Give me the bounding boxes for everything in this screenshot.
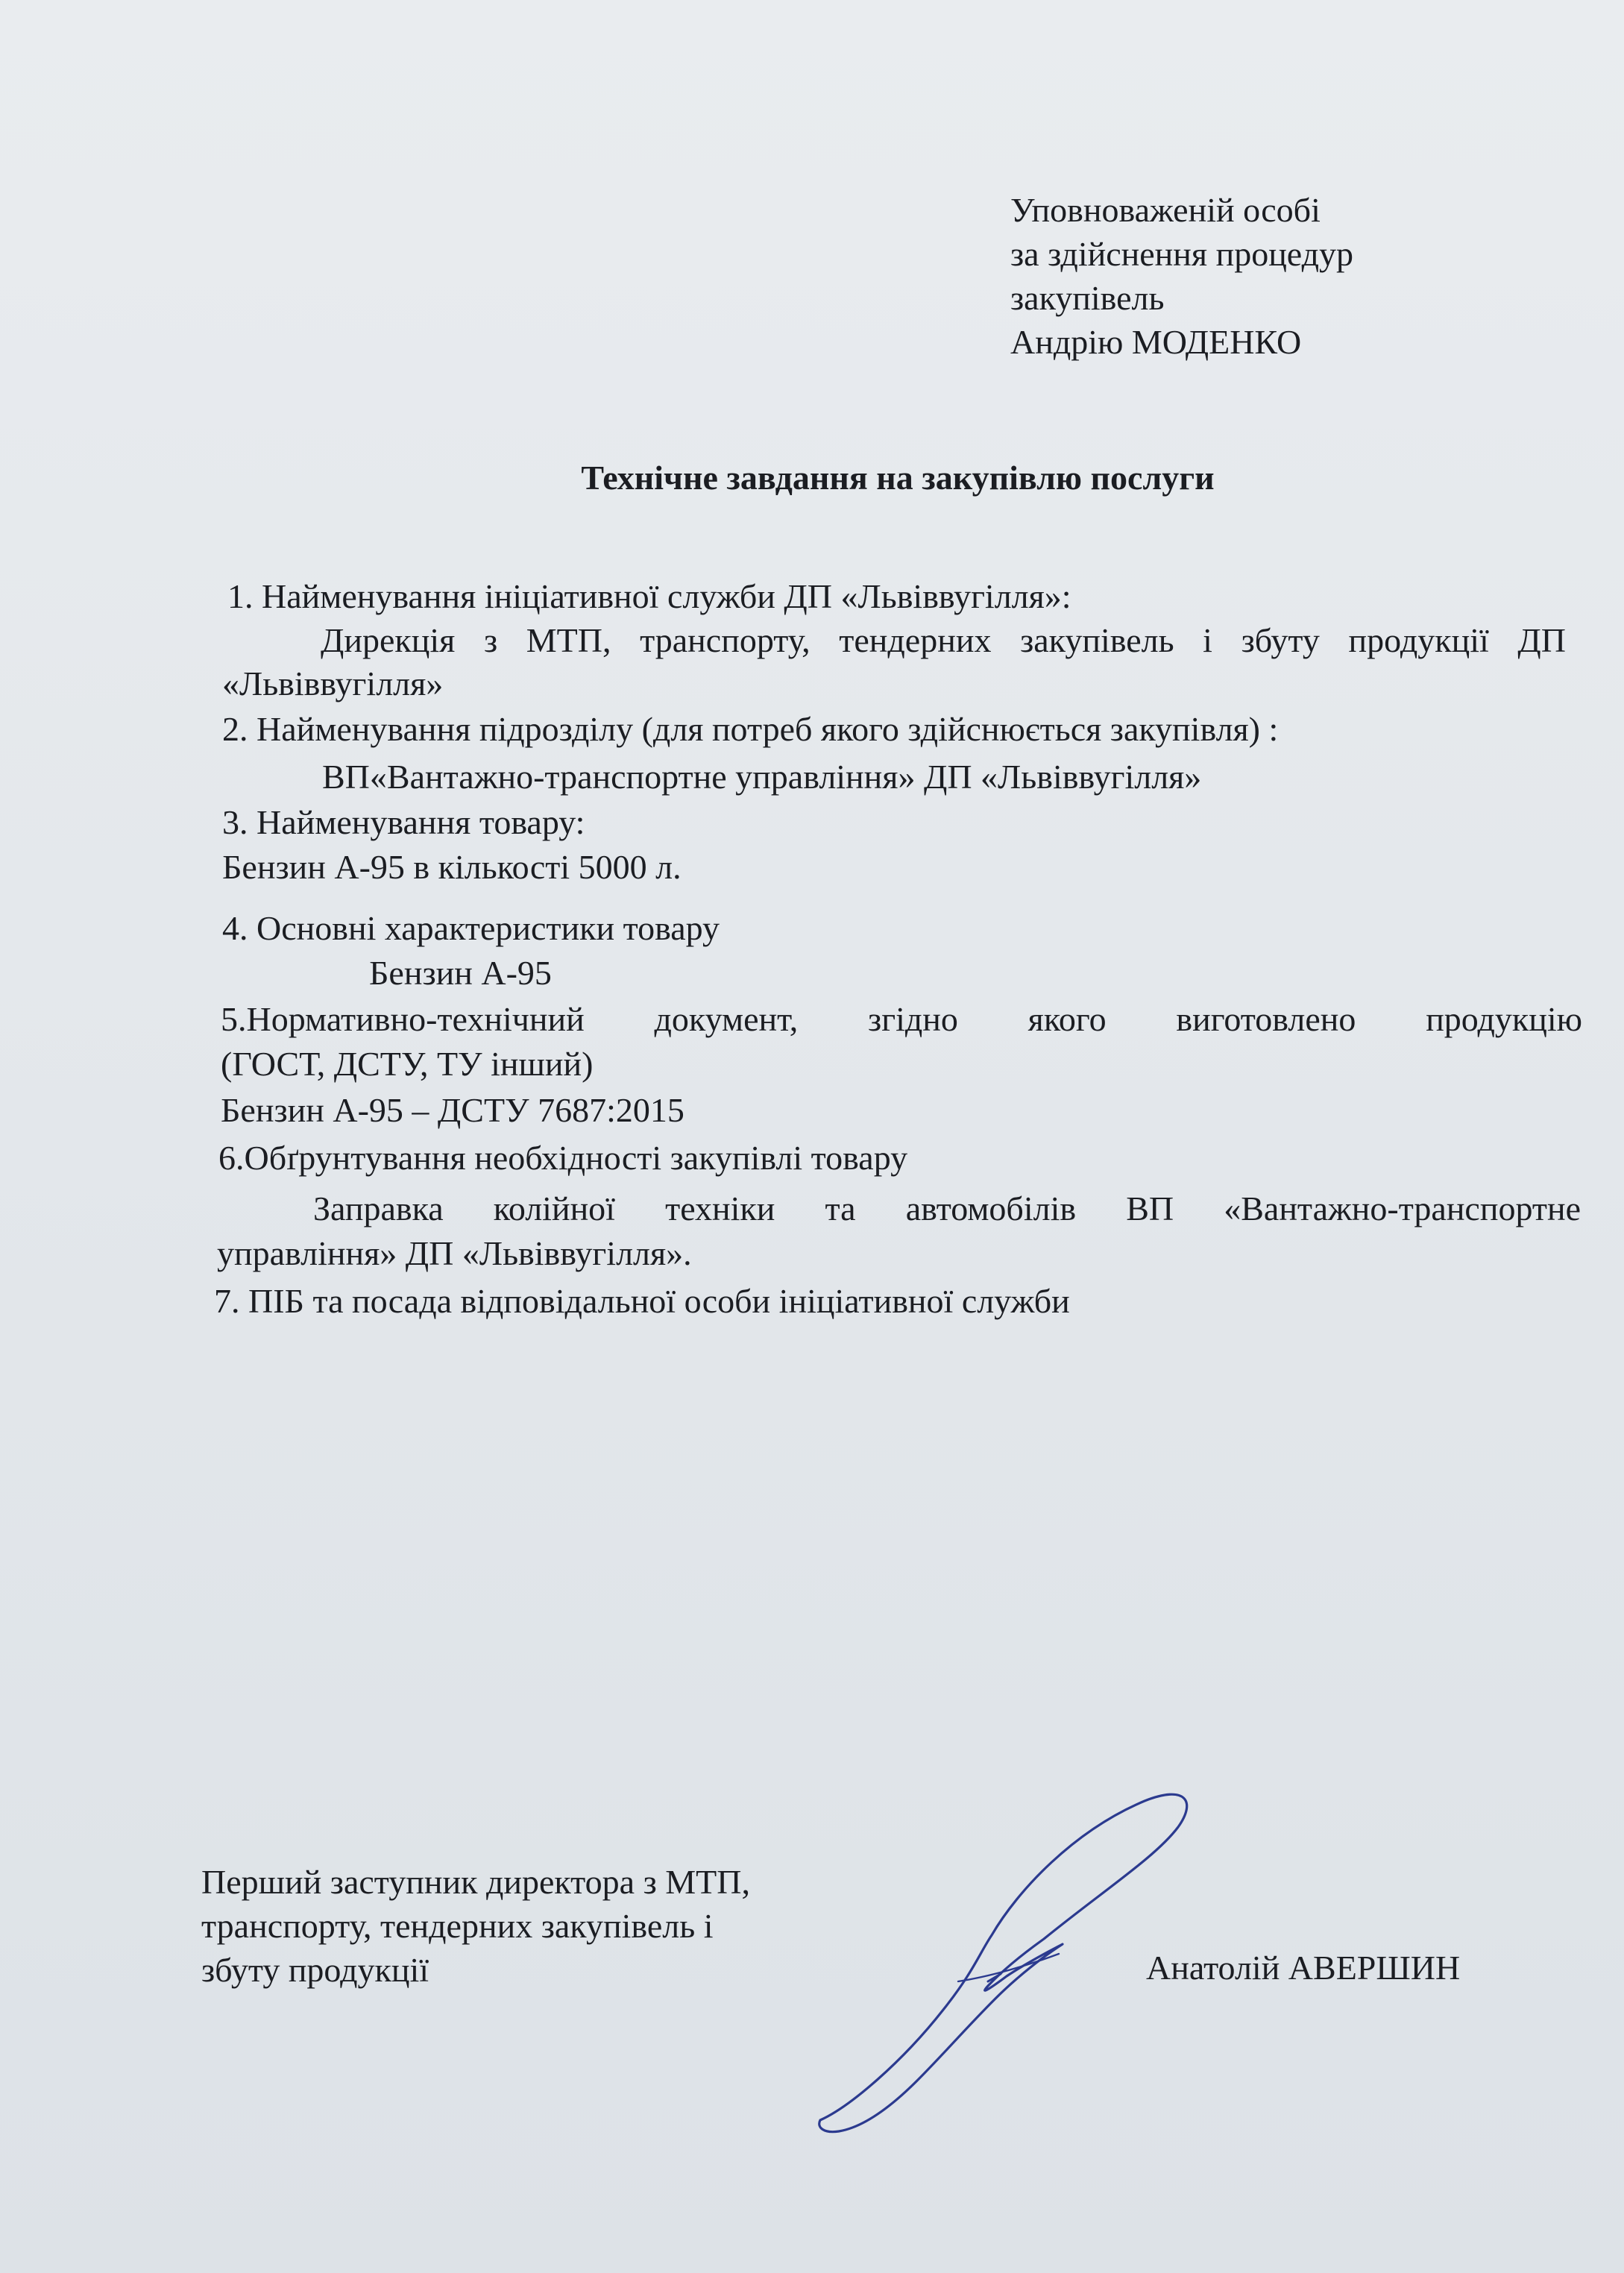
section-3-text: Бензин А-95 в кількості 5000 л.	[222, 848, 682, 886]
signatory-position-line-1: Перший заступник директора з МТП,	[201, 1863, 750, 1901]
section-7-heading: 7. ПІБ та посада відповідальної особи ініціативної служби	[214, 1282, 1070, 1320]
signatory-position	[201, 1860, 750, 1992]
addressee-line-4: Андрію МОДЕНКО	[1010, 323, 1302, 361]
addressee-line-2: за здійснення процедур	[1010, 235, 1354, 273]
section-6-heading: 6.Обґрунтування необхідності закупівлі товару	[218, 1139, 908, 1177]
section-1-heading: 1. Найменування ініціативної служби ДП «Львіввугілля»:	[227, 577, 1071, 615]
section-2-text: ВП«Вантажно-транспортне управління» ДП «Львіввугілля»	[322, 758, 1202, 796]
section-5-text: Бензин А-95 – ДСТУ 7687:2015	[221, 1091, 684, 1129]
section-1-text-a: Дирекція з МТП, транспорту, тендерних закупівель і збуту продукції ДП	[321, 621, 1566, 659]
section-6-text-b: управління» ДП «Львіввугілля».	[217, 1234, 692, 1272]
signature-icon	[805, 1786, 1208, 2144]
section-4-heading: 4. Основні характеристики товару	[222, 909, 720, 947]
addressee-line-3: закупівель	[1010, 279, 1165, 317]
document-title: Технічне завдання на закупівлю послуги	[581, 459, 1215, 497]
section-6-text-a: Заправка колійної техніки та автомобілів ВП «Вантажно-транспортне	[313, 1189, 1581, 1227]
section-1-text-b: «Львіввугілля»	[222, 664, 444, 702]
signatory-name: Анатолій АВЕРШИН	[1146, 1949, 1461, 1987]
section-4-text: Бензин А-95	[369, 954, 552, 992]
section-3-heading: 3. Найменування товару:	[222, 803, 585, 841]
addressee-line-1: Уповноваженій особі	[1010, 191, 1321, 229]
signatory-position-line-3: збуту продукції	[201, 1951, 429, 1989]
section-5-heading-b: (ГОСТ, ДСТУ, ТУ інший)	[221, 1045, 594, 1083]
section-2-heading: 2. Найменування підрозділу (для потреб якого здійснюється закупівля) :	[222, 710, 1279, 748]
addressee-block	[1010, 188, 1577, 364]
section-5-heading-a: 5.Нормативно-технічний документ, згідно якого виготовлено продукцію	[221, 1000, 1582, 1038]
signatory-position-line-2: транспорту, тендерних закупівель і	[201, 1907, 714, 1945]
